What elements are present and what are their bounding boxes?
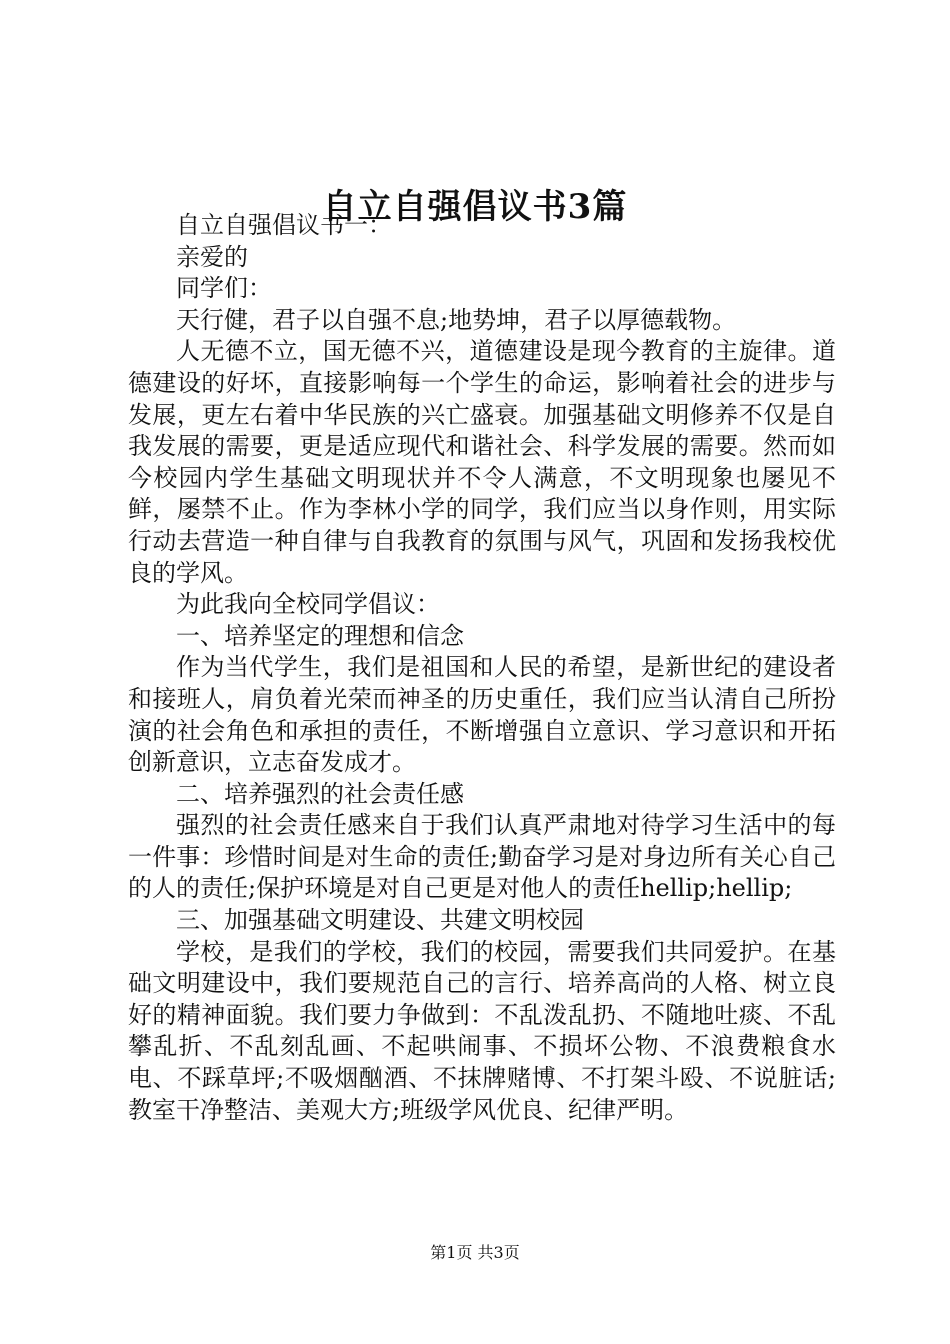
section-heading-3: 三、加强基础文明建设、共建文明校园 [176,906,584,935]
section-heading-1: 一、培养坚定的理想和信念 [176,621,464,650]
page-footer: 第1页 共3页 [430,1243,520,1262]
paragraph-heading-one: 自立自强倡议书一： [176,211,392,239]
document-title: 自立自强倡议书3篇 [322,187,628,227]
paragraph-moral-education: 人无德不立，国无德不兴，道德建设是现今教育的主旋律。道德建设的好坏，直接影响每一个学生的命运，影响着社会的进步与发展，更左右着中华民族的兴亡盛衰。加强基础文明修养不仅是自我发展的需要，更是适应现代和谐社会、科学发展的需要。然而如今校园内学生基础文明现状并不令人满意，不文明现象也屡见不鲜，屡禁不止。作为李林小学的同学，我们应当以身作则，用实际行动去营造一种自律与自我教育的氛围与风气，巩固和发扬我校优良的学风。 [128,337,836,587]
paragraph-proposal-intro: 为此我向全校同学倡议： [176,590,440,619]
paragraph-salutation-1: 亲爱的 [176,242,248,271]
paragraph-quote: 天行健，君子以自强不息;地势坤，君子以厚德载物。 [176,305,737,334]
paragraph-salutation-2: 同学们： [176,274,272,303]
section-heading-2: 二、培养强烈的社会责任感 [176,779,464,808]
paragraph-section-1: 作为当代学生，我们是祖国和人民的希望，是新世纪的建设者和接班人，肩负着光荣而神圣的历史重任，我们应当认清自己所扮演的社会角色和承担的责任，不断增强自立意识、学习意识和开拓创新意识，立志奋发成才。 [128,653,836,777]
paragraph-section-2: 强烈的社会责任感来自于我们认真严肃地对待学习生活中的每一件事：珍惜时间是对生命的责任;勤奋学习是对身边所有关心自己的人的责任;保护环境是对自己更是对他人的责任hellip;hellip; [128,811,836,903]
document-body [128,210,836,1126]
paragraph-section-3: 学校，是我们的学校，我们的校园，需要我们共同爱护。在基础文明建设中，我们要规范自己的言行、培养高尚的人格、树立良好的精神面貌。我们要力争做到：不乱泼乱扔、不随地吐痰、不乱攀乱折、不乱刻乱画、不起哄闹事、不损坏公物、不浪费粮食水电、不踩草坪;不吸烟酗酒、不抹牌赌博、不打架斗殴、不说脏话;教室干净整洁、美观大方;班级学风优良、纪律严明。 [128,937,836,1124]
